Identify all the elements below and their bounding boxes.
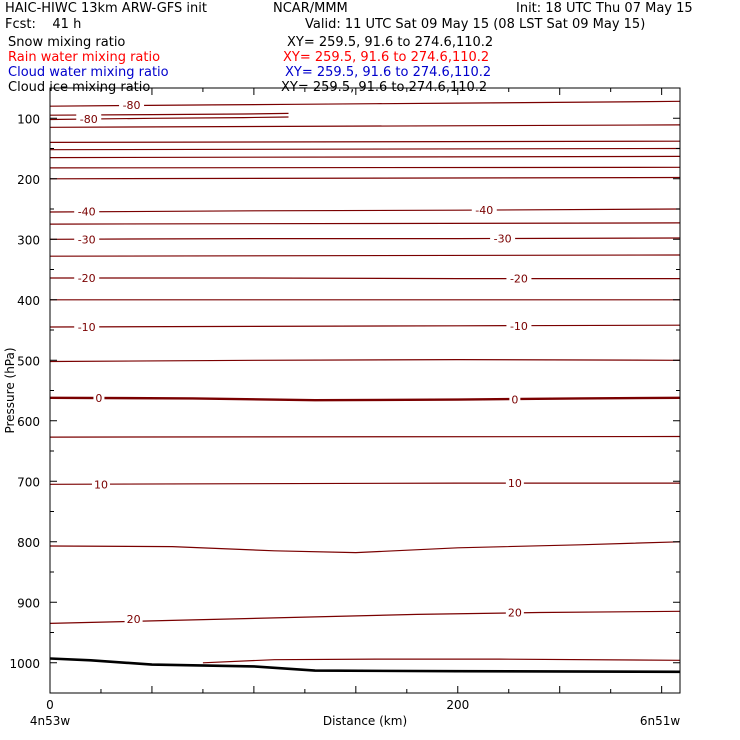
y-tick-label: 600 — [17, 414, 40, 429]
contour-line — [50, 209, 680, 212]
legend-cloud-ice-label: Cloud ice mixing ratio — [8, 80, 151, 95]
legend-snow-label: Snow mixing ratio — [8, 35, 126, 50]
contour-label: 0 — [95, 391, 103, 405]
y-tick-label: 100 — [17, 112, 40, 127]
legend-cloud-water-xy: XY= 259.5, 91.6 to 274.6,110.2 — [285, 65, 492, 80]
y-tick-label: 300 — [17, 233, 40, 248]
contour-label: -30 — [77, 233, 96, 247]
contour-line — [203, 659, 680, 663]
x-end-location-label: 6n51w — [639, 714, 681, 728]
contour-label: 10 — [93, 478, 108, 492]
contour-label: -80 — [79, 112, 98, 126]
contour-line — [50, 255, 680, 256]
y-tick-label: 900 — [17, 596, 40, 611]
y-tick-label: 400 — [17, 293, 40, 308]
terrain-line — [50, 659, 680, 672]
contour-line — [50, 611, 680, 623]
contour-label: -20 — [77, 271, 96, 285]
x-start-location-label: 4n53w — [29, 714, 71, 728]
contour-label: -30 — [493, 232, 512, 246]
contour-line — [50, 178, 680, 179]
contour-line — [50, 483, 680, 484]
contour-line — [50, 542, 680, 553]
y-tick-label: 700 — [17, 475, 40, 490]
y-tick-label: 1000 — [9, 656, 40, 671]
contour-label: 10 — [507, 477, 522, 491]
legend-rain-xy: XY= 259.5, 91.6 to 274.6,110.2 — [283, 50, 490, 65]
x-axis-title: Distance (km) — [322, 714, 408, 728]
contour-line — [50, 437, 680, 438]
contour-line — [50, 101, 680, 106]
contour-line — [50, 141, 680, 142]
y-tick-label: 800 — [17, 535, 40, 550]
x-tick-label: 200 — [446, 698, 470, 712]
valid-time: Valid: 11 UTC Sat 09 May 15 (08 LST Sat 09 May 15) — [305, 17, 646, 32]
contour-line — [50, 325, 680, 327]
contour-label: -10 — [509, 319, 528, 333]
y-tick-label: 200 — [17, 172, 40, 187]
contour-line — [50, 223, 680, 224]
contour-line — [50, 398, 680, 400]
contour-label: -40 — [475, 204, 494, 218]
legend-snow-xy: XY= 259.5, 91.6 to 274.6,110.2 — [287, 35, 494, 50]
contour-line — [50, 360, 680, 362]
legend-cloud-ice-xy: XY= 259.5, 91.6 to 274.6,110.2 — [281, 80, 488, 95]
contour-line — [50, 125, 680, 127]
chart-title: HAIC-HIWC 13km ARW-GFS init — [5, 1, 207, 16]
contour-line — [50, 278, 680, 279]
legend-rain-label: Rain water mixing ratio — [8, 50, 161, 65]
organization-label: NCAR/MMM — [273, 1, 348, 16]
contour-line — [50, 238, 680, 239]
contour-label: -40 — [77, 205, 96, 219]
init-time: Init: 18 UTC Thu 07 May 15 — [516, 1, 693, 16]
forecast-hour: Fcst: 41 h — [5, 17, 82, 32]
x-tick-label: 0 — [46, 698, 54, 712]
y-tick-label: 500 — [17, 354, 40, 369]
contour-label: -80 — [122, 98, 141, 112]
contour-label: 20 — [507, 606, 522, 620]
contour-line — [50, 149, 680, 150]
contour-label: 20 — [126, 613, 141, 627]
y-axis-title: Pressure (hPa) — [3, 347, 17, 434]
contour-line — [50, 156, 680, 157]
legend-cloud-water-label: Cloud water mixing ratio — [8, 65, 169, 80]
contour-label: -10 — [77, 320, 96, 334]
contour-line — [50, 167, 680, 168]
contour-label: -20 — [509, 272, 528, 286]
contour-label: 0 — [511, 393, 519, 407]
